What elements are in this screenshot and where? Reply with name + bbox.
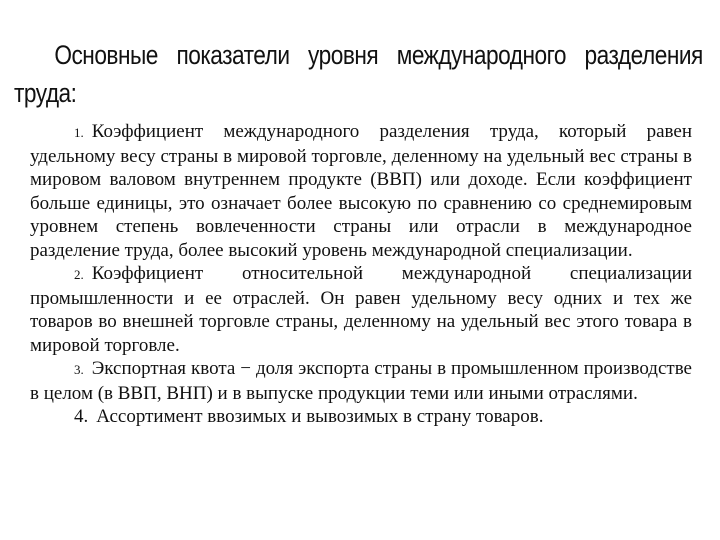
item-number: 1. [74, 125, 84, 140]
item-text: Ассортимент ввозимых и вывозимых в страну товаров. [96, 406, 544, 427]
list-item [30, 357, 692, 405]
item-number: 4. [74, 406, 89, 427]
list-item [30, 405, 692, 429]
indicator-list [30, 120, 692, 429]
item-number: 3. [74, 362, 84, 377]
list-item [30, 120, 692, 262]
list-item [30, 262, 692, 357]
item-text: Коэффициент относительной международной специализации промышленности и ее отраслей. Он равен удельному весу одних и тех же товаров во внешней торговле страны, деленному на удельный вес этого товара в мировой торговле. [30, 263, 692, 356]
item-text: Коэффициент международного разделения труда, который равен удельному весу страны в мировой торговле, деленному на удельный вес страны в мировом валовом внутреннем продукте (ВВП) или доходе. Если коэффициент больше единицы, это означает более высокую по сравнению со среднемировым уровнем степень вовлеченности страны или отрасли в международное разделение труда, более высокий уровень международной специализации. [30, 121, 692, 261]
item-text: Экспортная квота − доля экспорта страны в промышленном производстве в целом (в ВВП, ВНП) и в выпуске продукции теми или иными отраслями. [30, 358, 692, 404]
item-number: 2. [74, 267, 84, 282]
slide-title: Основные показатели уровня международного разделения труда: [14, 40, 703, 108]
